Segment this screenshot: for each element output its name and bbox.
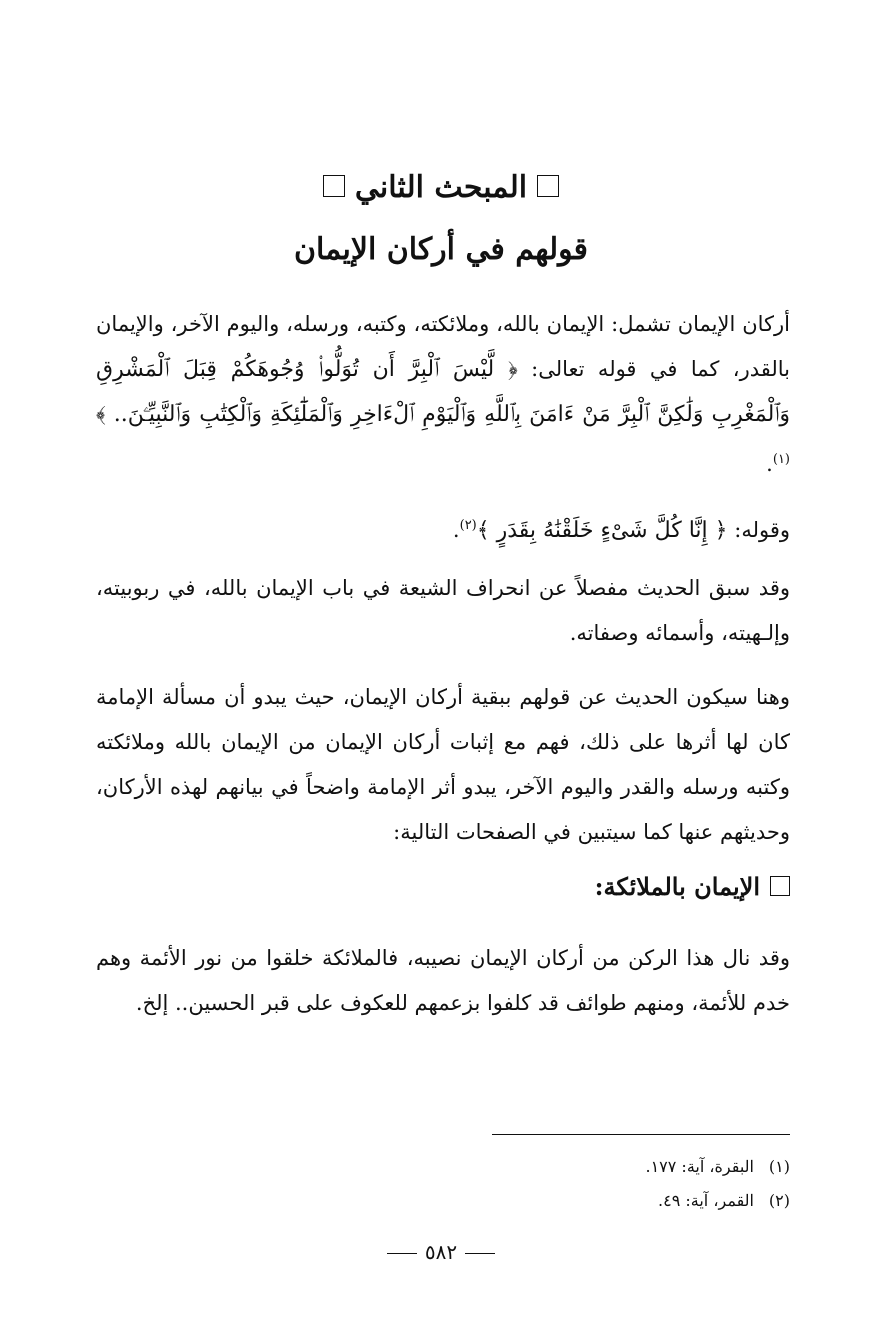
- paragraph-qadar: [96, 503, 790, 553]
- footnote-ref: (١): [772, 452, 790, 467]
- quran-verse: ﴿ لَّيْسَ ٱلْبِرَّ أَن تُوَلُّوا۟ وُجُوهَكُمْ قِبَلَ ٱلْمَشْرِقِ وَٱلْمَغْرِبِ وَلَٰكِنَّ ٱلْبِرَّ مَنْ ءَامَنَ بِٱللَّهِ وَٱلْيَوْمِ ٱلْءَاخِرِ وَٱلْمَلَٰٓئِكَةِ وَٱلْكِتَٰبِ وَٱلنَّبِيِّـۧنَ.. ﴾: [96, 357, 790, 427]
- footnote-number: (١): [768, 1157, 790, 1176]
- dash-ornament: [465, 1253, 495, 1254]
- footnote-text: البقرة، آية: ١٧٧.: [645, 1157, 754, 1176]
- paragraph-text: وقوله:: [727, 518, 790, 542]
- paragraph-imamate: وهنا سيكون الحديث عن قولهم ببقية أركان الإيمان، حيث يبدو أن مسألة الإمامة كان لها أثرها على ذلك، فهم مع إثبات أركان الإيمان من الإيمان بالله وملائكته وكتبه ورسله والقدر واليوم الآخر، يبدو أثر الإمامة واضحاً في بيانهم لهذه الأركان، وحديثهم عنها كما سيتبين في الصفحات التالية:: [96, 685, 790, 844]
- page-number: [0, 1240, 882, 1264]
- chapter-subtitle: قولهم في أركان الإيمان: [293, 232, 589, 267]
- subheading-angels: [595, 872, 790, 901]
- square-ornament-icon: [537, 175, 559, 197]
- subheading-text: الإيمان بالملائكة:: [594, 872, 760, 901]
- footnote-item: [645, 1184, 790, 1218]
- footnote-text: القمر، آية: ٤٩.: [658, 1191, 754, 1210]
- footnote-number: (٢): [768, 1191, 790, 1210]
- sentence-end: .: [766, 452, 773, 476]
- section-title-text: المبحث الثاني: [354, 170, 528, 205]
- square-ornament-icon: [323, 175, 345, 197]
- paragraph-pillars: [96, 302, 790, 487]
- footnote-item: [645, 1150, 790, 1184]
- sentence-end: .: [452, 518, 460, 542]
- page-number-text: ٥٨٢: [424, 1240, 458, 1264]
- footnote-ref: (٢): [459, 518, 477, 533]
- footnote-divider: [492, 1134, 790, 1135]
- paragraph-previous-discussion: وقد سبق الحديث مفصلاً عن انحراف الشيعة في باب الإيمان بالله، في ربوبيته، وإلـهيته، وأسمائه وصفاته.: [96, 576, 790, 645]
- paragraph-text: أركان الإيمان تشمل: الإيمان بالله، وملائكته، وكتبه، ورسله، واليوم الآخر، والإيمان بالقدر، كما في قوله تعالى:: [96, 312, 791, 381]
- square-ornament-icon: [770, 876, 790, 896]
- quran-verse: ﴿ إِنَّا كُلَّ شَىْءٍ خَلَقْنَٰهُ بِقَدَرٍ ﴾: [476, 518, 728, 543]
- dash-ornament: [387, 1253, 417, 1254]
- paragraph-angels: وقد نال هذا الركن من أركان الإيمان نصيبه، فالملائكة خلقوا من نور الأئمة وهم خدم للأئمة، ومنهم طوائف قد كلفوا بزعمهم للعكوف على قبر الحسين.. إلخ.: [96, 946, 790, 1015]
- section-title: [0, 170, 882, 205]
- footnotes: [645, 1150, 790, 1218]
